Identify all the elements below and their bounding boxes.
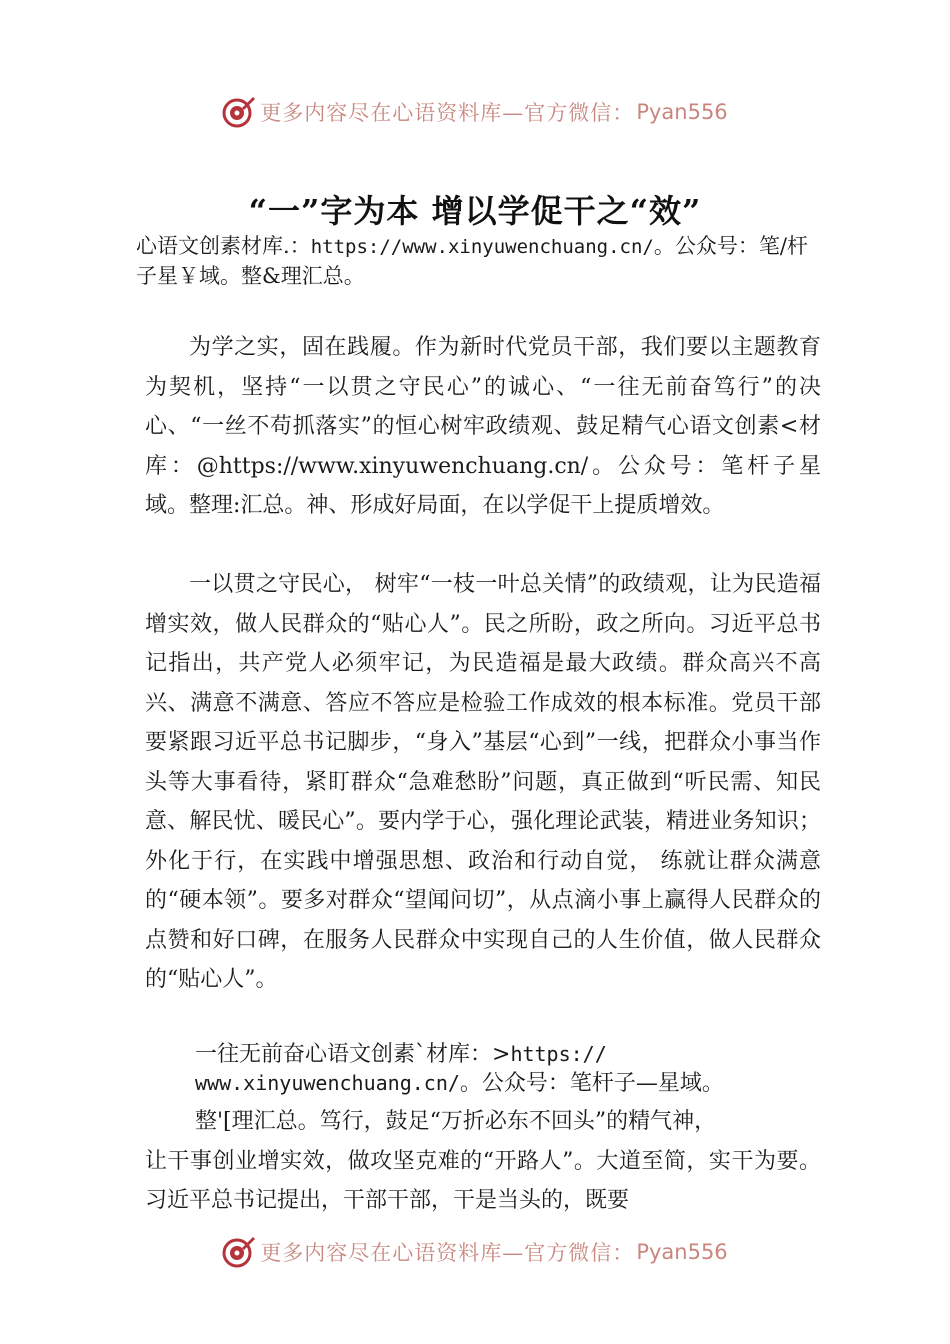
footer-banner — [0, 1232, 950, 1272]
paragraph-4-rest: 让干事创业增实效，做攻坚克难的“开路人”。大道至简，实干为要。习近平总书记提出，干部干部，干是当头的，既要 — [145, 1148, 821, 1213]
source-line — [136, 232, 826, 291]
pen-logo-icon — [222, 95, 256, 129]
source-suffix: 。公众号：笔/杆子星￥域。整&理汇总。 — [136, 234, 808, 288]
header-banner-text: 更多内容尽在心语资料库—官方微信： — [260, 101, 635, 125]
paragraph-4 — [145, 1102, 821, 1221]
source-prefix: 心语文创素材库.： — [136, 234, 311, 258]
paragraph-1: 为学之实，固在践履。作为新时代党员干部，我们要以主题教育为契机，坚持“一以贯之守民心”的诚心、“一往无前奋笃行”的决心、“一丝不苟抓落实”的恒心树牢政绩观、鼓足精气心语文创素<材库：@https://www.xinyuwenchuang.cn/。公众号：笔杆子星域。整理:汇总。神、形成好局面，在以学促干上提质增效。 — [145, 335, 821, 518]
paragraph-3-suffix: 。公众号：笔杆子—星域。 — [459, 1071, 724, 1096]
document-title: “一”字为本 增以学促干之“效” — [248, 192, 702, 230]
paragraph-2: 一以贯之守民心， 树牢“一枝一叶总关情”的政绩观，让为民造福增实效，做人民群众的“贴心人”。民之所盼，政之所向。习近平总书记指出，共产党人必须牢记，为民造福是最大政绩。群众高兴不高兴、满意不满意、答应不答应是检验工作成效的根本标准。党员干部要紧跟习近平总书记脚步，“身入”基层“心到”一线，把群众小事当作头等大事看待，紧盯群众“急难愁盼”问题，真正做到“听民需、知民意、解民忧、暖民心”。要内学于心，强化理论武装，精进业务知识；外化于行，在实践中增强思想、政治和行动自觉， 练就让群众满意的“硬本领”。要多对群众“望闻问切”，从点滴小事上赢得人民群众的点赞和好口碑，在服务人民群众中实现自己的人生价值，做人民群众的“贴心人”。 — [145, 572, 821, 992]
header-banner — [0, 92, 950, 132]
footer-wechat-id: Pyan556 — [636, 1240, 728, 1264]
paragraph-3-url-part1: https:// — [510, 1042, 607, 1066]
paragraph-3-url-part2: www.xinyuwenchuang.cn/ — [195, 1071, 460, 1095]
source-url: https://www.xinyuwenchuang.cn/ — [310, 236, 654, 258]
paragraph-3-prefix: 一往无前奋心语文创素`材库：> — [195, 1042, 511, 1067]
paragraph-4-first-line: 整'[理汇总。笃行，鼓足“万折必东不回头”的精气神， — [195, 1109, 717, 1134]
pen-logo-icon — [222, 1235, 256, 1269]
paragraph-3 — [145, 1040, 835, 1098]
footer-banner-text: 更多内容尽在心语资料库—官方微信： — [260, 1241, 635, 1265]
header-wechat-id: Pyan556 — [636, 100, 728, 124]
